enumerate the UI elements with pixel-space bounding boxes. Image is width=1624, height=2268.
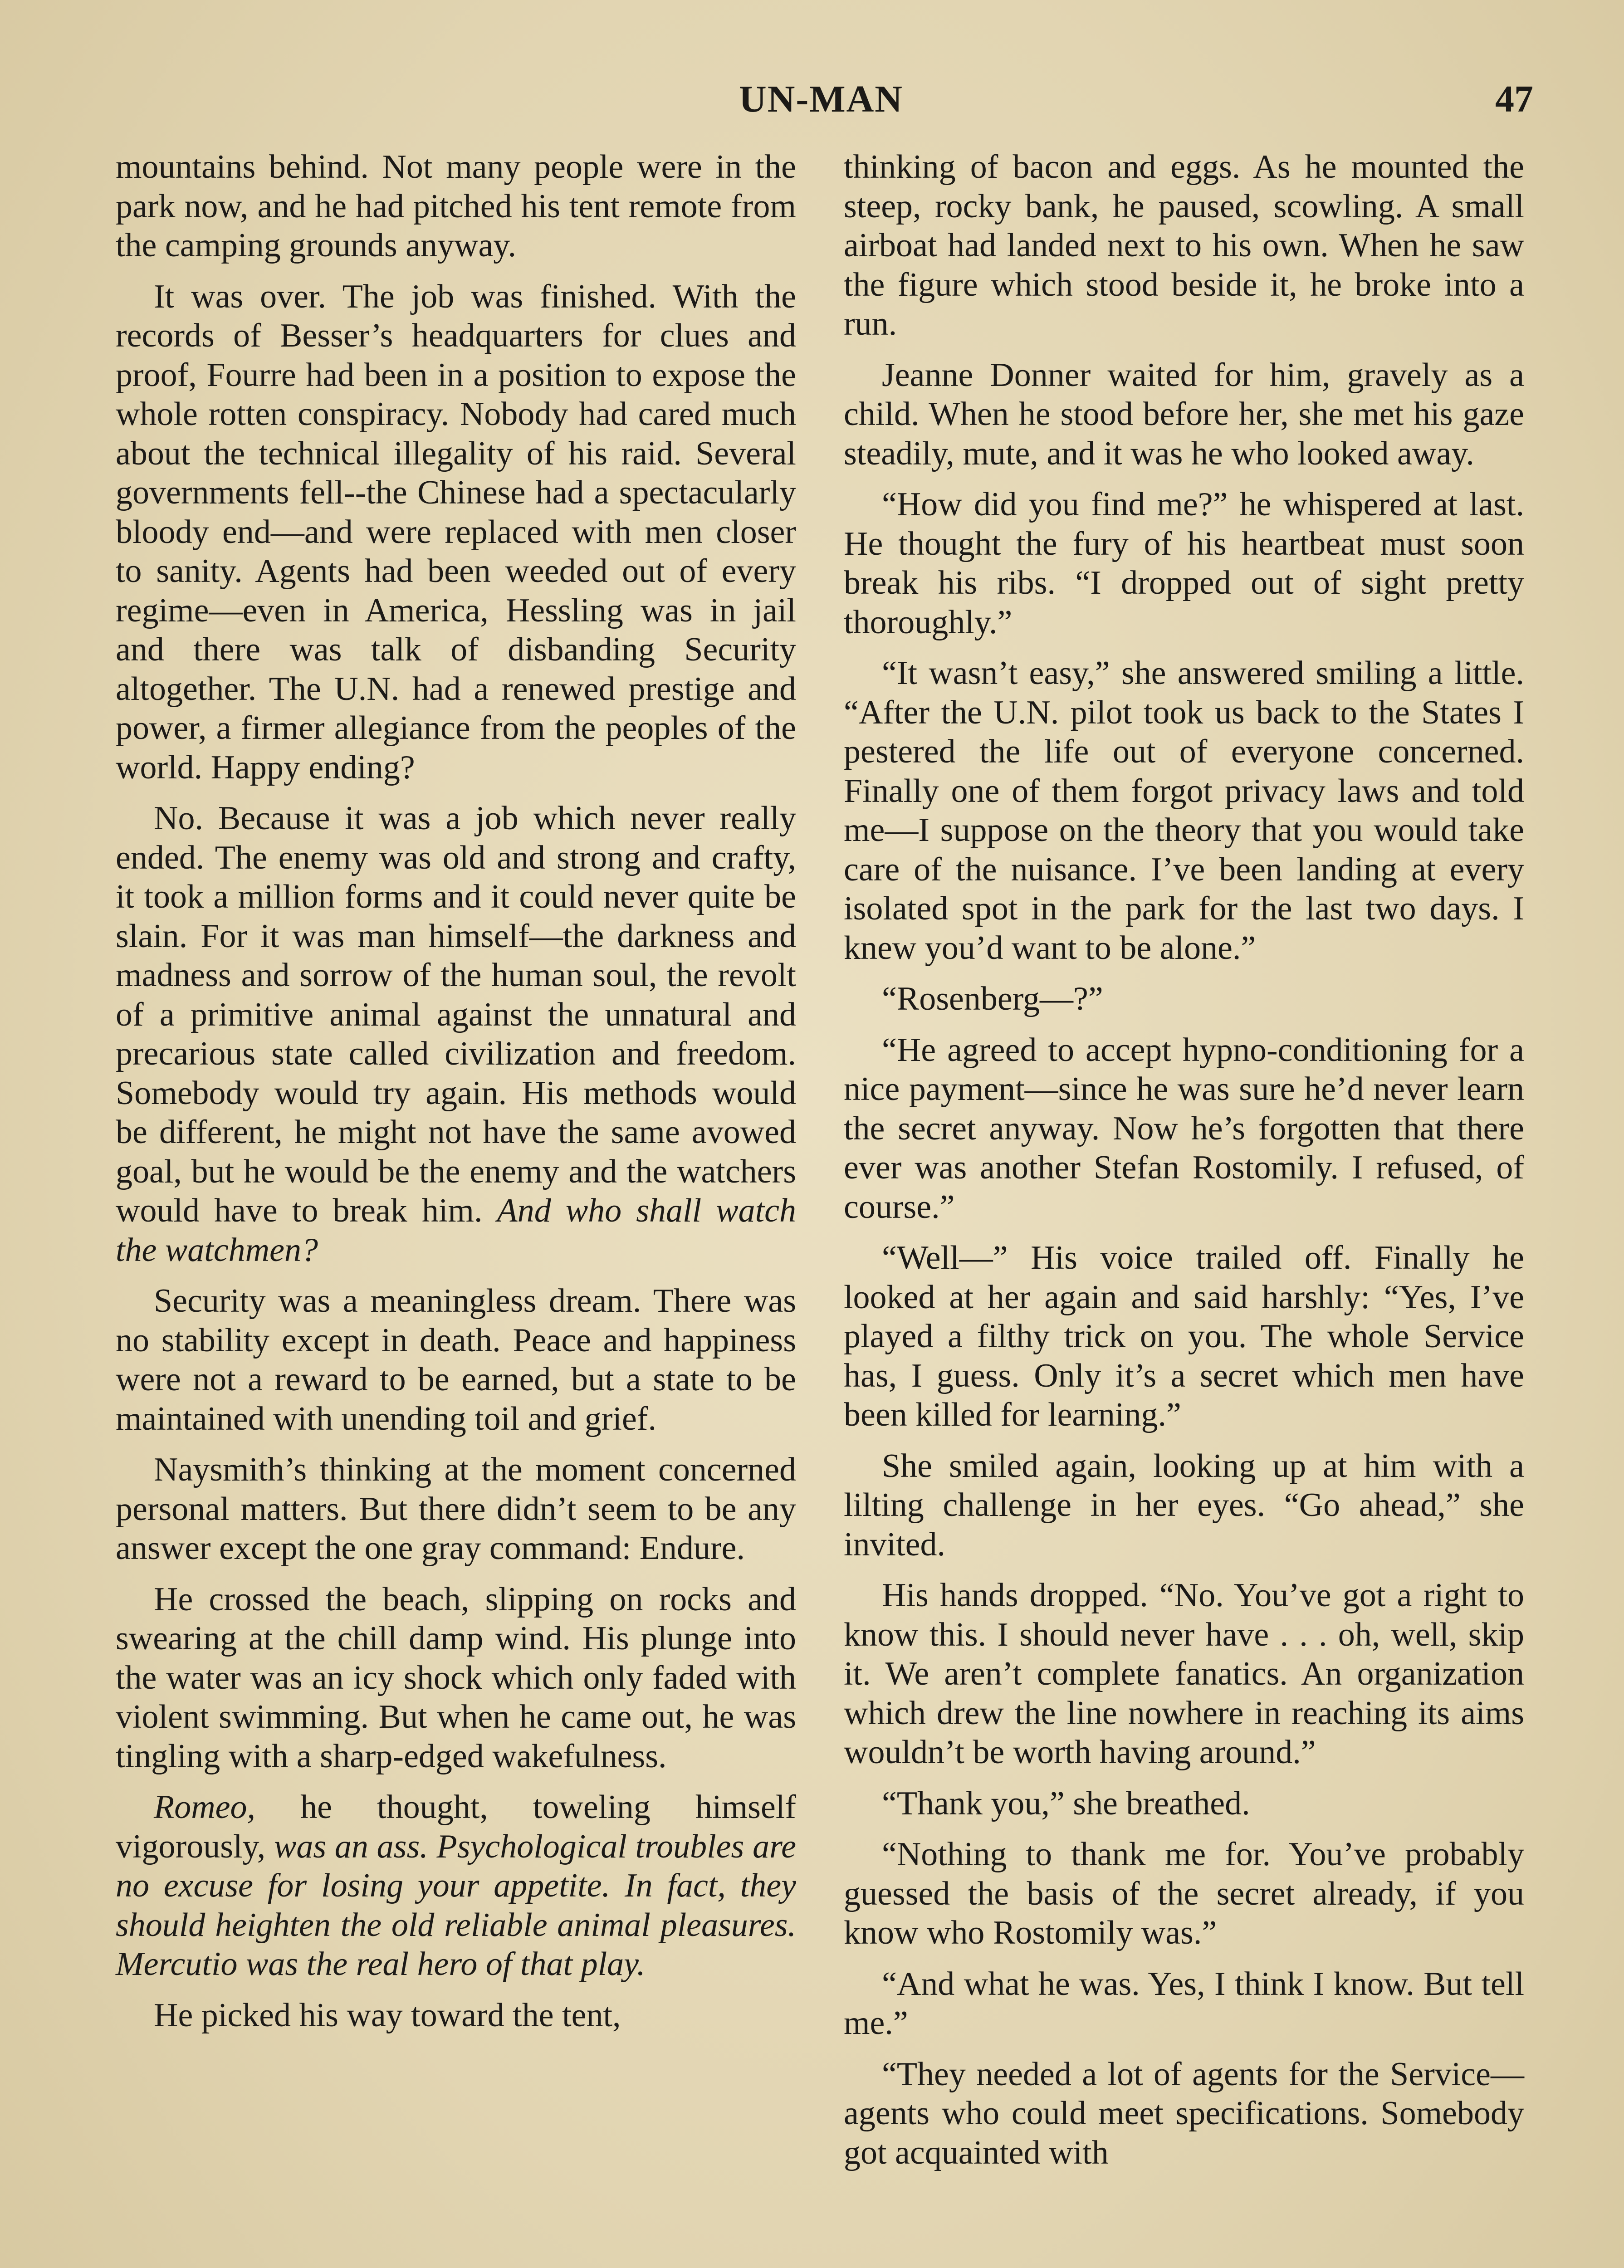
right-column: [844, 147, 1524, 2184]
text-run: “Rosenberg—?”: [882, 980, 1103, 1017]
text-run: He crossed the beach, slipping on rocks and swearing at the chill damp wind. His plunge into the water was an icy shock which only faded with violent swimming. But when he came out, he was tingling with a sharp-edged wakefulness.: [116, 1580, 796, 1775]
paragraph: [116, 1996, 796, 2035]
paragraph: [844, 654, 1524, 968]
paragraph: [844, 147, 1524, 344]
paragraph: [844, 356, 1524, 474]
text-run: He picked his way toward the tent,: [154, 1996, 621, 2034]
text-run: “Well—” His voice trailed off. Finally he looked at her again and said harshly: “Yes, I’ve played a filthy trick on you. The whole Service has, I guess. Only it’s a secret which men have been killed for learning.”: [844, 1239, 1524, 1433]
text-run: “They needed a lot of agents for the Service—agents who could meet specifications. Somebody got acquainted with: [844, 2055, 1524, 2171]
page-number: 47: [1495, 78, 1533, 120]
paragraph: [844, 2055, 1524, 2173]
text-run: No. Because it was a job which never really ended. The enemy was old and strong and crafty, it took a million forms and it could never quite be slain. For it was man himself—the darkness and madness and sorrow of the human soul, the revolt of a primitive animal against the unnatural and precarious state called civilization and freedom. Somebody would try again. His methods would be different, he might not have the same avowed goal, but he would be the enemy and the watchers would have to break him.: [116, 800, 796, 1229]
paragraph: [116, 277, 796, 787]
paragraph: [844, 1447, 1524, 1564]
italic-text: Romeo,: [154, 1789, 255, 1826]
left-column: [116, 147, 796, 2047]
paragraph: [844, 1784, 1524, 1823]
text-run: “It wasn’t easy,” she answered smiling a little. “After the U.N. pilot took us back to the States I pestered the life out of everyone concerned. Finally one of them forgot privacy laws and told me—I suppose on the theory that you would take care of the nuisance. I’ve been landing at every isolated spot in the park for the last two days. I knew you’d want to be alone.”: [844, 655, 1524, 967]
paragraph: [844, 1965, 1524, 2043]
text-run: he thought, toweling himself vigorously,: [116, 1789, 796, 1865]
text-run: “Thank you,” she breathed.: [882, 1784, 1250, 1822]
paragraph: [844, 1238, 1524, 1435]
text-run: thinking of bacon and eggs. As he mounted the steep, rocky bank, he paused, scowling. A small airboat had landed next to his own. When he saw the figure which stood beside it, he broke into a run.: [844, 148, 1524, 342]
paragraph: [116, 1281, 796, 1438]
running-title: UN-MAN: [739, 78, 903, 120]
italic-text: was an ass. Psychological troubles are no excuse for losing your appetite. In fact, they should heighten the old reliable animal pleasures. Mercutio was the real hero of that play.: [116, 1828, 796, 1983]
text-run: Security was a meaningless dream. There was no stability except in death. Peace and happiness were not a reward to be earned, but a state to be maintained with unending toil and grief.: [116, 1282, 796, 1437]
paragraph: [844, 485, 1524, 642]
text-run: “He agreed to accept hypno-conditioning for a nice payment—since he was sure he’d never learn the secret anyway. Now he’s forgotten that there ever was another Stefan Rostomily. I refused, of course.”: [844, 1031, 1524, 1226]
paragraph: [116, 147, 796, 265]
page-header: [0, 68, 1624, 136]
text-run: “Nothing to thank me for. You’ve probably guessed the basis of the secret already, if you know who Rostomily was.”: [844, 1836, 1524, 1951]
text-run: Naysmith’s thinking at the moment concerned personal matters. But there didn’t seem to be any answer except the one gray command: Endure.: [116, 1451, 796, 1567]
paragraph: [116, 799, 796, 1270]
paragraph: [844, 979, 1524, 1019]
text-run: “How did you find me?” he whispered at last. He thought the fury of his heartbeat must soon break his ribs. “I dropped out of sight pretty thoroughly.”: [844, 486, 1524, 641]
text-run: His hands dropped. “No. You’ve got a right to know this. I should never have . . . oh, well, skip it. We aren’t complete fanatics. An organization which drew the line nowhere in reaching its aims wouldn’t be worth having around.”: [844, 1577, 1524, 1771]
text-run: “And what he was. Yes, I think I know. But tell me.”: [844, 1965, 1524, 2042]
paragraph: [116, 1450, 796, 1568]
paragraph: [844, 1031, 1524, 1227]
text-run: mountains behind. Not many people were in the park now, and he had pitched his tent remote from the camping grounds anyway.: [116, 148, 796, 264]
text-run: Jeanne Donner waited for him, gravely as a child. When he stood before her, she met his gaze steadily, mute, and it was he who looked away.: [844, 356, 1524, 472]
paragraph: [116, 1580, 796, 1776]
paragraph: [844, 1835, 1524, 1953]
text-run: It was over. The job was finished. With the records of Besser’s headquarters for clues and proof, Fourre had been in a position to expose the whole rotten conspiracy. Nobody had cared much about the technical illegality of his raid. Several governments fell--the Chinese had a spectacularly bloody end—and were replaced with men closer to sanity. Agents had been weeded out of every regime—even in America, Hessling was in jail and there was talk of disbanding Security altogether. The U.N. had a renewed prestige and power, a firmer allegiance from the peoples of the world. Happy ending?: [116, 278, 796, 786]
text-run: She smiled again, looking up at him with a lilting challenge in her eyes. “Go ahead,” she invited.: [844, 1447, 1524, 1563]
italic-text: And who shall watch the watchmen?: [116, 1192, 796, 1269]
paragraph: [844, 1576, 1524, 1772]
paragraph: [116, 1788, 796, 1984]
